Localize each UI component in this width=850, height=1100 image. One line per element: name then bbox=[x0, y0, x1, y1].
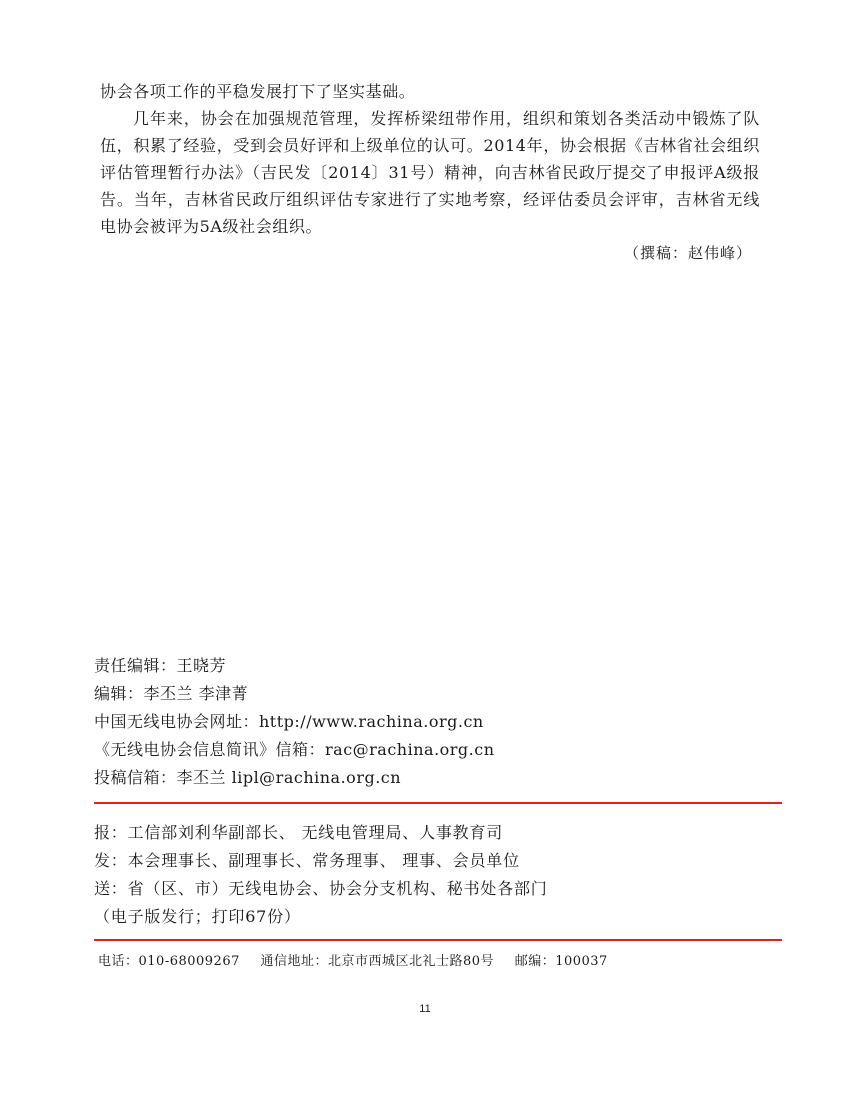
contact-info bbox=[98, 950, 624, 969]
phone: 电话：010-68009267 bbox=[98, 954, 240, 969]
postcode: 邮编：100037 bbox=[514, 954, 608, 969]
send-to-line: 发：本会理事长、副理事长、常务理事、 理事、会员单位 bbox=[94, 851, 520, 870]
page-number: 11 bbox=[419, 1003, 431, 1015]
distribution-list bbox=[94, 819, 784, 931]
bottom-divider bbox=[94, 939, 782, 941]
submission-email-line: 投稿信箱：李丕兰 lipl@rachina.org.cn bbox=[94, 768, 402, 787]
report-to-line: 报：工信部刘利华副部长、 无线电管理局、人事教育司 bbox=[94, 823, 504, 842]
postal-address: 通信地址：北京市西城区北礼士路80号 bbox=[260, 954, 495, 969]
editorial-credits bbox=[94, 652, 784, 792]
deliver-to-line: 送：省（区、市）无线电协会、协会分支机构、秘书处各部门 bbox=[94, 879, 548, 898]
top-divider bbox=[94, 802, 782, 804]
editors: 编辑：李丕兰 李津菁 bbox=[94, 684, 249, 703]
article-paragraph: 几年来，协会在加强规范管理，发挥桥梁纽带作用，组织和策划各类活动中锻炼了队伍，积累了经验，受到会员好评和上级单位的认可。2014年，协会根据《吉林省社会组织评估管理暂行办法》（吉民发〔2014〕31号）精神，向吉林省民政厅提交了申报评A级报告。当年，吉林省民政厅组织评估专家进行了实地考察，经评估委员会评审，吉林省无线电协会被评为5A级社会组织。 bbox=[100, 109, 760, 236]
article-paragraph: 协会各项工作的平稳发展打下了坚实基础。 bbox=[100, 82, 416, 101]
newsletter-email-line: 《无线电协会信息简讯》信箱：rac@rachina.org.cn bbox=[94, 740, 495, 759]
print-note: （电子版发行；打印67份） bbox=[94, 907, 301, 926]
website-line: 中国无线电协会网址：http://www.rachina.org.cn bbox=[94, 712, 484, 731]
chief-editor: 责任编辑：王晓芳 bbox=[94, 656, 227, 675]
article-body bbox=[100, 78, 760, 266]
article-signature: （撰稿：赵伟峰） bbox=[623, 244, 752, 262]
